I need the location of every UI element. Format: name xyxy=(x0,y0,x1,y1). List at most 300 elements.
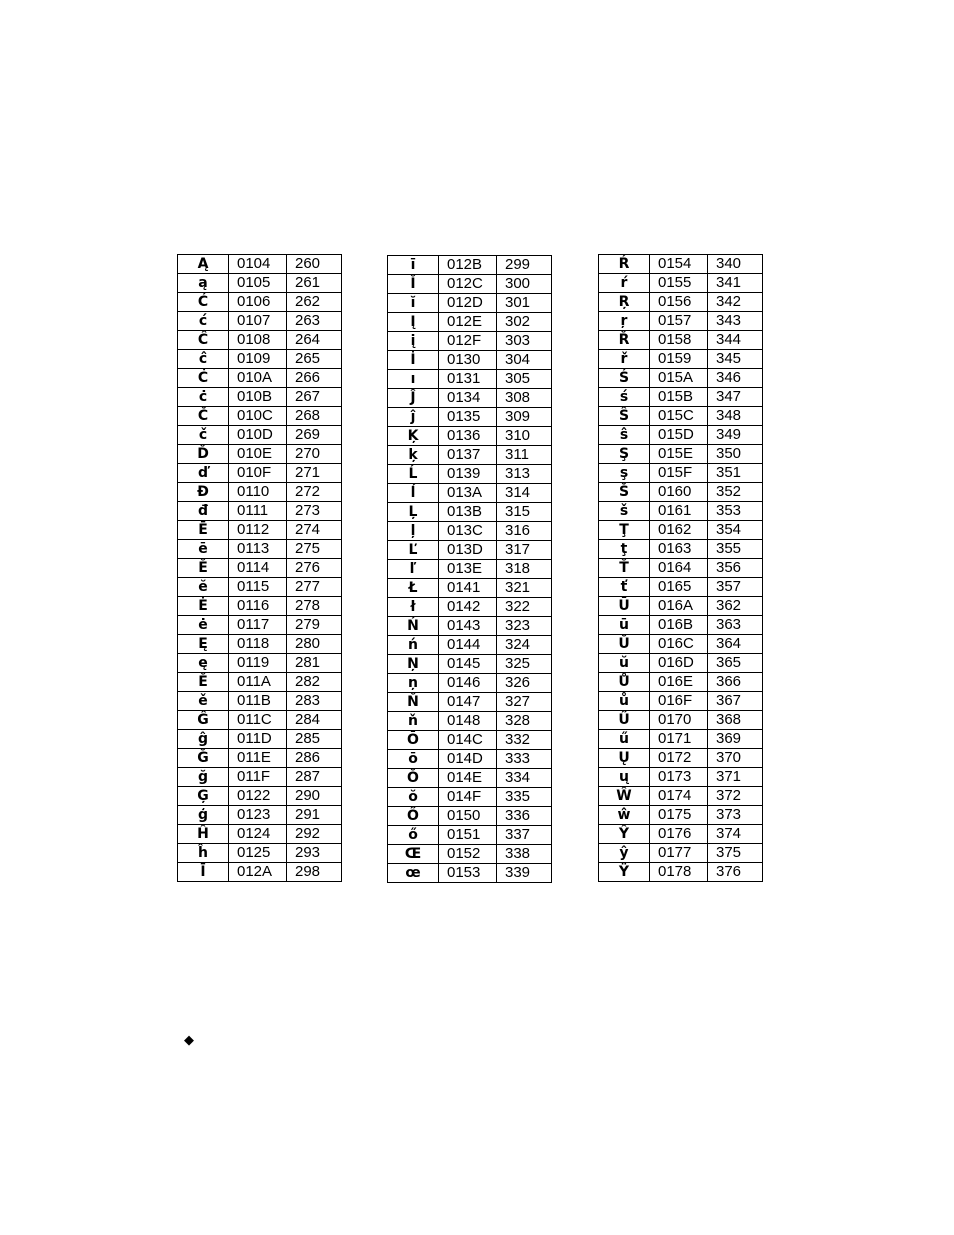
glyph-cell: Ē xyxy=(178,521,229,540)
glyph-cell: Ģ xyxy=(178,787,229,806)
decimal-code-cell: 365 xyxy=(708,654,763,673)
hex-code-cell: 0160 xyxy=(650,483,708,502)
decimal-code-cell: 276 xyxy=(287,559,342,578)
hex-code-cell: 0175 xyxy=(650,806,708,825)
decimal-code-cell: 280 xyxy=(287,635,342,654)
hex-code-cell: 011A xyxy=(229,673,287,692)
decimal-code-cell: 315 xyxy=(497,503,552,522)
hex-code-cell: 011F xyxy=(229,768,287,787)
glyph-cell: ŵ xyxy=(599,806,650,825)
table-row xyxy=(178,312,342,331)
hex-code-cell: 0108 xyxy=(229,331,287,350)
hex-code-cell: 0122 xyxy=(229,787,287,806)
table-row xyxy=(388,408,552,427)
table-row xyxy=(599,407,763,426)
table-row xyxy=(388,864,552,883)
glyph-cell: ģ xyxy=(178,806,229,825)
hex-code-cell: 012B xyxy=(439,256,497,275)
table-row xyxy=(388,446,552,465)
table-row xyxy=(599,274,763,293)
decimal-code-cell: 305 xyxy=(497,370,552,389)
table-row xyxy=(178,692,342,711)
table-row xyxy=(178,597,342,616)
decimal-code-cell: 268 xyxy=(287,407,342,426)
decimal-code-cell: 287 xyxy=(287,768,342,787)
glyph-cell: Œ xyxy=(388,845,439,864)
hex-code-cell: 0171 xyxy=(650,730,708,749)
decimal-code-cell: 271 xyxy=(287,464,342,483)
hex-code-cell: 0153 xyxy=(439,864,497,883)
glyph-cell: Ĥ xyxy=(178,825,229,844)
hex-code-cell: 010F xyxy=(229,464,287,483)
hex-code-cell: 0170 xyxy=(650,711,708,730)
table-row xyxy=(178,749,342,768)
hex-code-cell: 0174 xyxy=(650,787,708,806)
glyph-cell: ő xyxy=(388,826,439,845)
decimal-code-cell: 355 xyxy=(708,540,763,559)
table-row xyxy=(178,445,342,464)
decimal-code-cell: 362 xyxy=(708,597,763,616)
hex-code-cell: 010C xyxy=(229,407,287,426)
decimal-code-cell: 318 xyxy=(497,560,552,579)
hex-code-cell: 011B xyxy=(229,692,287,711)
table-row xyxy=(599,331,763,350)
glyph-cell: Ń xyxy=(388,617,439,636)
table-row xyxy=(388,522,552,541)
decimal-code-cell: 351 xyxy=(708,464,763,483)
hex-code-cell: 015B xyxy=(650,388,708,407)
table-row xyxy=(599,255,763,274)
hex-code-cell: 0113 xyxy=(229,540,287,559)
hex-code-cell: 0150 xyxy=(439,807,497,826)
hex-code-cell: 0158 xyxy=(650,331,708,350)
glyph-cell: ň xyxy=(388,712,439,731)
glyph-cell: Ą xyxy=(178,255,229,274)
hex-code-cell: 0165 xyxy=(650,578,708,597)
table-row xyxy=(388,655,552,674)
glyph-cell: Ň xyxy=(388,693,439,712)
glyph-cell: Ű xyxy=(599,711,650,730)
decimal-code-cell: 376 xyxy=(708,863,763,882)
hex-code-cell: 0130 xyxy=(439,351,497,370)
glyph-cell: ş xyxy=(599,464,650,483)
decimal-code-cell: 336 xyxy=(497,807,552,826)
glyph-cell: ĭ xyxy=(388,294,439,313)
table-row xyxy=(388,636,552,655)
table-row xyxy=(599,483,763,502)
table-row xyxy=(178,673,342,692)
table-row xyxy=(388,598,552,617)
hex-code-cell: 0144 xyxy=(439,636,497,655)
table-row xyxy=(599,312,763,331)
glyph-cell: Ŵ xyxy=(599,787,650,806)
hex-code-cell: 014C xyxy=(439,731,497,750)
decimal-code-cell: 302 xyxy=(497,313,552,332)
hex-code-cell: 0143 xyxy=(439,617,497,636)
decimal-code-cell: 265 xyxy=(287,350,342,369)
glyph-cell: Ī xyxy=(178,863,229,882)
decimal-code-cell: 308 xyxy=(497,389,552,408)
hex-code-cell: 0148 xyxy=(439,712,497,731)
glyph-cell: ű xyxy=(599,730,650,749)
glyph-cell: Ĵ xyxy=(388,389,439,408)
hex-code-cell: 0139 xyxy=(439,465,497,484)
decimal-code-cell: 333 xyxy=(497,750,552,769)
hex-code-cell: 010A xyxy=(229,369,287,388)
table-row xyxy=(388,807,552,826)
glyph-cell: ļ xyxy=(388,522,439,541)
decimal-code-cell: 298 xyxy=(287,863,342,882)
table-row xyxy=(388,389,552,408)
glyph-cell: Ľ xyxy=(388,541,439,560)
table-row xyxy=(388,465,552,484)
decimal-code-cell: 304 xyxy=(497,351,552,370)
glyph-cell: Ś xyxy=(599,369,650,388)
table-row xyxy=(599,502,763,521)
glyph-cell: ī xyxy=(388,256,439,275)
decimal-code-cell: 338 xyxy=(497,845,552,864)
glyph-cell: ŗ xyxy=(599,312,650,331)
hex-code-cell: 0114 xyxy=(229,559,287,578)
table-row xyxy=(599,692,763,711)
decimal-code-cell: 346 xyxy=(708,369,763,388)
glyph-cell: Ů xyxy=(599,673,650,692)
glyph-cell: Ğ xyxy=(178,749,229,768)
hex-code-cell: 010E xyxy=(229,445,287,464)
decimal-code-cell: 371 xyxy=(708,768,763,787)
hex-code-cell: 0173 xyxy=(650,768,708,787)
table-row xyxy=(388,674,552,693)
decimal-code-cell: 366 xyxy=(708,673,763,692)
glyph-cell: Ĕ xyxy=(178,559,229,578)
table-row xyxy=(388,579,552,598)
hex-code-cell: 010D xyxy=(229,426,287,445)
glyph-cell: Ł xyxy=(388,579,439,598)
decimal-code-cell: 322 xyxy=(497,598,552,617)
glyph-cell: Ŏ xyxy=(388,769,439,788)
decimal-code-cell: 356 xyxy=(708,559,763,578)
glyph-cell: ō xyxy=(388,750,439,769)
hex-code-cell: 010B xyxy=(229,388,287,407)
hex-code-cell: 0117 xyxy=(229,616,287,635)
table-row xyxy=(178,616,342,635)
glyph-cell: Đ xyxy=(178,483,229,502)
table-row xyxy=(178,768,342,787)
table-row xyxy=(388,712,552,731)
table-row xyxy=(388,484,552,503)
hex-code-cell: 0118 xyxy=(229,635,287,654)
glyph-cell: Ŕ xyxy=(599,255,650,274)
glyph-cell: Č xyxy=(178,407,229,426)
decimal-code-cell: 341 xyxy=(708,274,763,293)
decimal-code-cell: 282 xyxy=(287,673,342,692)
decimal-code-cell: 368 xyxy=(708,711,763,730)
decimal-code-cell: 339 xyxy=(497,864,552,883)
decimal-code-cell: 292 xyxy=(287,825,342,844)
glyph-cell: ĥ xyxy=(178,844,229,863)
hex-code-cell: 015F xyxy=(650,464,708,483)
table-row xyxy=(178,388,342,407)
table-row xyxy=(599,540,763,559)
glyph-cell: ċ xyxy=(178,388,229,407)
table-row xyxy=(388,826,552,845)
hex-code-cell: 0141 xyxy=(439,579,497,598)
glyph-cell: ť xyxy=(599,578,650,597)
table-row xyxy=(178,540,342,559)
decimal-code-cell: 323 xyxy=(497,617,552,636)
table-row xyxy=(388,750,552,769)
glyph-cell: ě xyxy=(178,692,229,711)
glyph-cell: ą xyxy=(178,274,229,293)
decimal-code-cell: 311 xyxy=(497,446,552,465)
table-row xyxy=(388,275,552,294)
glyph-cell: ı xyxy=(388,370,439,389)
hex-code-cell: 0145 xyxy=(439,655,497,674)
decimal-code-cell: 274 xyxy=(287,521,342,540)
hex-code-cell: 0155 xyxy=(650,274,708,293)
table-row xyxy=(599,863,763,882)
decimal-code-cell: 342 xyxy=(708,293,763,312)
hex-code-cell: 0176 xyxy=(650,825,708,844)
decimal-code-cell: 335 xyxy=(497,788,552,807)
table-row xyxy=(599,369,763,388)
decimal-code-cell: 317 xyxy=(497,541,552,560)
glyph-cell: ĕ xyxy=(178,578,229,597)
table-row xyxy=(599,806,763,825)
decimal-code-cell: 313 xyxy=(497,465,552,484)
hex-code-cell: 0162 xyxy=(650,521,708,540)
decimal-code-cell: 353 xyxy=(708,502,763,521)
hex-code-cell: 0111 xyxy=(229,502,287,521)
hex-code-cell: 015A xyxy=(650,369,708,388)
glyph-cell: Š xyxy=(599,483,650,502)
table-row xyxy=(388,503,552,522)
table-row xyxy=(599,673,763,692)
table-row xyxy=(178,806,342,825)
decimal-code-cell: 285 xyxy=(287,730,342,749)
decimal-code-cell: 343 xyxy=(708,312,763,331)
glyph-cell: Ĉ xyxy=(178,331,229,350)
table-row xyxy=(599,293,763,312)
hex-code-cell: 0178 xyxy=(650,863,708,882)
hex-code-cell: 0136 xyxy=(439,427,497,446)
hex-code-cell: 016D xyxy=(650,654,708,673)
glyph-cell: ľ xyxy=(388,560,439,579)
hex-code-cell: 0159 xyxy=(650,350,708,369)
hex-code-cell: 0177 xyxy=(650,844,708,863)
decimal-code-cell: 281 xyxy=(287,654,342,673)
hex-code-cell: 0157 xyxy=(650,312,708,331)
table-row xyxy=(178,369,342,388)
hex-code-cell: 0123 xyxy=(229,806,287,825)
decimal-code-cell: 369 xyxy=(708,730,763,749)
table-row xyxy=(388,560,552,579)
decimal-code-cell: 352 xyxy=(708,483,763,502)
glyph-cell: ę xyxy=(178,654,229,673)
glyph-cell: Ŗ xyxy=(599,293,650,312)
glyph-cell: ś xyxy=(599,388,650,407)
table-row xyxy=(178,464,342,483)
glyph-cell: Ř xyxy=(599,331,650,350)
table-row xyxy=(599,597,763,616)
glyph-cell: ń xyxy=(388,636,439,655)
hex-code-cell: 016C xyxy=(650,635,708,654)
decimal-code-cell: 273 xyxy=(287,502,342,521)
decimal-code-cell: 367 xyxy=(708,692,763,711)
table-row xyxy=(599,350,763,369)
table-row xyxy=(599,445,763,464)
table-row xyxy=(599,787,763,806)
table-row xyxy=(599,654,763,673)
table-row xyxy=(388,769,552,788)
table-row xyxy=(178,407,342,426)
decimal-code-cell: 326 xyxy=(497,674,552,693)
table-row xyxy=(599,559,763,578)
hex-code-cell: 0115 xyxy=(229,578,287,597)
table-row xyxy=(599,768,763,787)
glyph-cell: Ţ xyxy=(599,521,650,540)
glyph-cell: Ť xyxy=(599,559,650,578)
table-row xyxy=(388,351,552,370)
glyph-cell: ć xyxy=(178,312,229,331)
decimal-code-cell: 303 xyxy=(497,332,552,351)
decimal-code-cell: 279 xyxy=(287,616,342,635)
table-row xyxy=(599,521,763,540)
table-row xyxy=(599,464,763,483)
glyph-cell: ņ xyxy=(388,674,439,693)
table-row xyxy=(178,521,342,540)
glyph-cell: Ÿ xyxy=(599,863,650,882)
decimal-code-cell: 340 xyxy=(708,255,763,274)
glyph-cell: đ xyxy=(178,502,229,521)
hex-code-cell: 013D xyxy=(439,541,497,560)
glyph-cell: Į xyxy=(388,313,439,332)
table-row xyxy=(178,483,342,502)
hex-code-cell: 0131 xyxy=(439,370,497,389)
table-row xyxy=(388,731,552,750)
decimal-code-cell: 334 xyxy=(497,769,552,788)
hex-code-cell: 013A xyxy=(439,484,497,503)
table-row xyxy=(599,711,763,730)
decimal-code-cell: 325 xyxy=(497,655,552,674)
table-row xyxy=(178,787,342,806)
hex-code-cell: 0154 xyxy=(650,255,708,274)
glyph-cell: Ć xyxy=(178,293,229,312)
table-row xyxy=(178,559,342,578)
hex-code-cell: 013C xyxy=(439,522,497,541)
decimal-code-cell: 316 xyxy=(497,522,552,541)
glyph-cell: ŏ xyxy=(388,788,439,807)
glyph-cell: ŕ xyxy=(599,274,650,293)
table-row xyxy=(388,845,552,864)
table-row xyxy=(388,693,552,712)
hex-code-cell: 016E xyxy=(650,673,708,692)
table-row xyxy=(178,711,342,730)
table-row xyxy=(599,749,763,768)
table-row xyxy=(178,293,342,312)
decimal-code-cell: 345 xyxy=(708,350,763,369)
hex-code-cell: 0152 xyxy=(439,845,497,864)
table-row xyxy=(178,654,342,673)
decimal-code-cell: 347 xyxy=(708,388,763,407)
decimal-code-cell: 373 xyxy=(708,806,763,825)
decimal-code-cell: 332 xyxy=(497,731,552,750)
table-row xyxy=(599,825,763,844)
hex-code-cell: 0106 xyxy=(229,293,287,312)
hex-code-cell: 015C xyxy=(650,407,708,426)
hex-code-cell: 012C xyxy=(439,275,497,294)
hex-code-cell: 0134 xyxy=(439,389,497,408)
table-row xyxy=(599,578,763,597)
hex-code-cell: 014F xyxy=(439,788,497,807)
table-row xyxy=(599,844,763,863)
glyph-cell: ţ xyxy=(599,540,650,559)
glyph-cell: ū xyxy=(599,616,650,635)
table-row xyxy=(178,730,342,749)
table-row xyxy=(388,617,552,636)
hex-code-cell: 0156 xyxy=(650,293,708,312)
decimal-code-cell: 363 xyxy=(708,616,763,635)
decimal-code-cell: 290 xyxy=(287,787,342,806)
table-row xyxy=(178,863,342,882)
glyph-cell: Ď xyxy=(178,445,229,464)
table-row xyxy=(388,788,552,807)
decimal-code-cell: 348 xyxy=(708,407,763,426)
hex-code-cell: 013B xyxy=(439,503,497,522)
decimal-code-cell: 267 xyxy=(287,388,342,407)
glyph-cell: Ŝ xyxy=(599,407,650,426)
glyph-cell: Ķ xyxy=(388,427,439,446)
table-row xyxy=(388,313,552,332)
hex-code-cell: 012D xyxy=(439,294,497,313)
hex-code-cell: 0164 xyxy=(650,559,708,578)
decimal-code-cell: 286 xyxy=(287,749,342,768)
glyph-cell: ŭ xyxy=(599,654,650,673)
decimal-code-cell: 264 xyxy=(287,331,342,350)
table-row xyxy=(599,426,763,445)
glyph-cell: ķ xyxy=(388,446,439,465)
decimal-code-cell: 349 xyxy=(708,426,763,445)
glyph-cell: ŷ xyxy=(599,844,650,863)
glyph-cell: Ĝ xyxy=(178,711,229,730)
hex-code-cell: 0112 xyxy=(229,521,287,540)
hex-code-cell: 016A xyxy=(650,597,708,616)
glyph-cell: č xyxy=(178,426,229,445)
table-row xyxy=(178,331,342,350)
hex-code-cell: 014E xyxy=(439,769,497,788)
hex-code-cell: 012A xyxy=(229,863,287,882)
decimal-code-cell: 357 xyxy=(708,578,763,597)
glyph-cell: į xyxy=(388,332,439,351)
glyph-cell: ĺ xyxy=(388,484,439,503)
table-row xyxy=(178,350,342,369)
table-row xyxy=(388,541,552,560)
decimal-code-cell: 354 xyxy=(708,521,763,540)
glyph-cell: ĵ xyxy=(388,408,439,427)
table-row xyxy=(388,370,552,389)
glyph-cell: š xyxy=(599,502,650,521)
character-table-2 xyxy=(387,255,552,883)
glyph-cell: Ę xyxy=(178,635,229,654)
decimal-code-cell: 266 xyxy=(287,369,342,388)
glyph-cell: Ŷ xyxy=(599,825,650,844)
table-row xyxy=(178,635,342,654)
hex-code-cell: 0124 xyxy=(229,825,287,844)
hex-code-cell: 0135 xyxy=(439,408,497,427)
hex-code-cell: 0163 xyxy=(650,540,708,559)
decimal-code-cell: 301 xyxy=(497,294,552,313)
table-row xyxy=(178,255,342,274)
